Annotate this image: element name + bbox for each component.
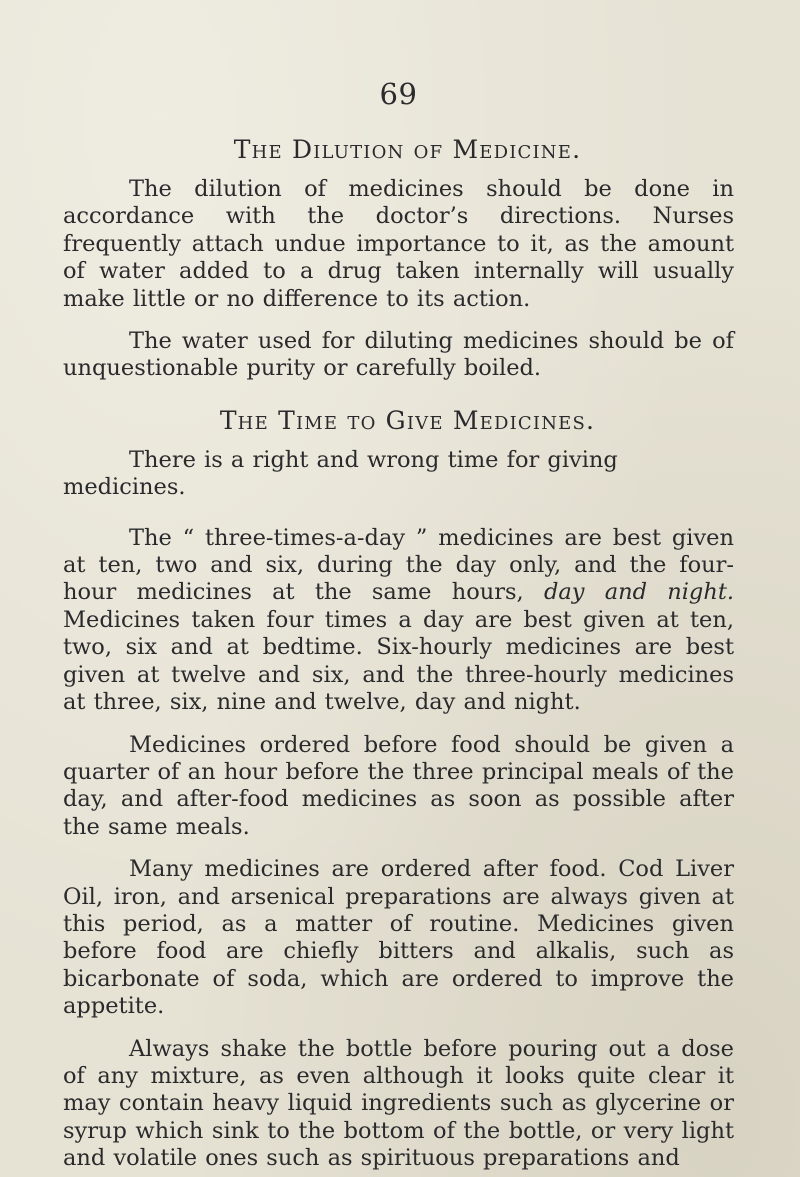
paragraph-time-2-part-a: The “ three-times-a-day ” medicines are best given at ten, two and six, during the day only, and the four-hour medicines at the same hours,: [63, 524, 734, 606]
paragraph-time-2-italic: day and night.: [543, 579, 735, 606]
paragraph-time-4: Many medicines are ordered after food. Cod Liver Oil, iron, and arsenical preparations are always given at this period, as a matter of routine. Medicines given before food are chiefly bitters and alkalis, such as bicarbonate of soda, which are ordered to improve the appetite.: [63, 856, 734, 1020]
paragraph-time-3: Medicines ordered before food should be given a quarter of an hour before the three principal meals of the day, and after-food medicines as soon as possible after the same meals.: [63, 731, 734, 840]
paragraph-time-1: There is a right and wrong time for giving medicines.: [63, 446, 618, 501]
section-heading-dilution: The Dilution of Medicine.: [233, 135, 582, 164]
paragraph-dilution-2: The water used for diluting medicines should be of unquestionable purity or carefully boiled.: [63, 328, 734, 382]
paragraph-time-2-part-b: Medicines taken four times a day are best given at ten, two, six and at bedtime. Six-hourly medicines are best given at twelve and six, and the three-hourly medicines at three, six, nine and twelve, day and night.: [63, 606, 734, 716]
section-heading-time: The Time to Give Medicines.: [219, 405, 596, 435]
page-number: 69: [379, 77, 418, 111]
paragraph-time-2: [63, 525, 734, 717]
paragraph-dilution-1: The dilution of medicines should be done in accordance with the doctor’s directions. Nurses frequently attach undue importance to it, as the amount of water added to a drug taken internally will usually make little or no difference to its action.: [63, 176, 734, 312]
paragraph-time-5: Always shake the bottle before pouring out a dose of any mixture, as even although it looks quite clear it may contain heavy liquid ingredients such as glycerine or syrup which sink to the bottom of the bottle, or very light and volatile ones such as spirituous preparations and: [63, 1035, 734, 1172]
